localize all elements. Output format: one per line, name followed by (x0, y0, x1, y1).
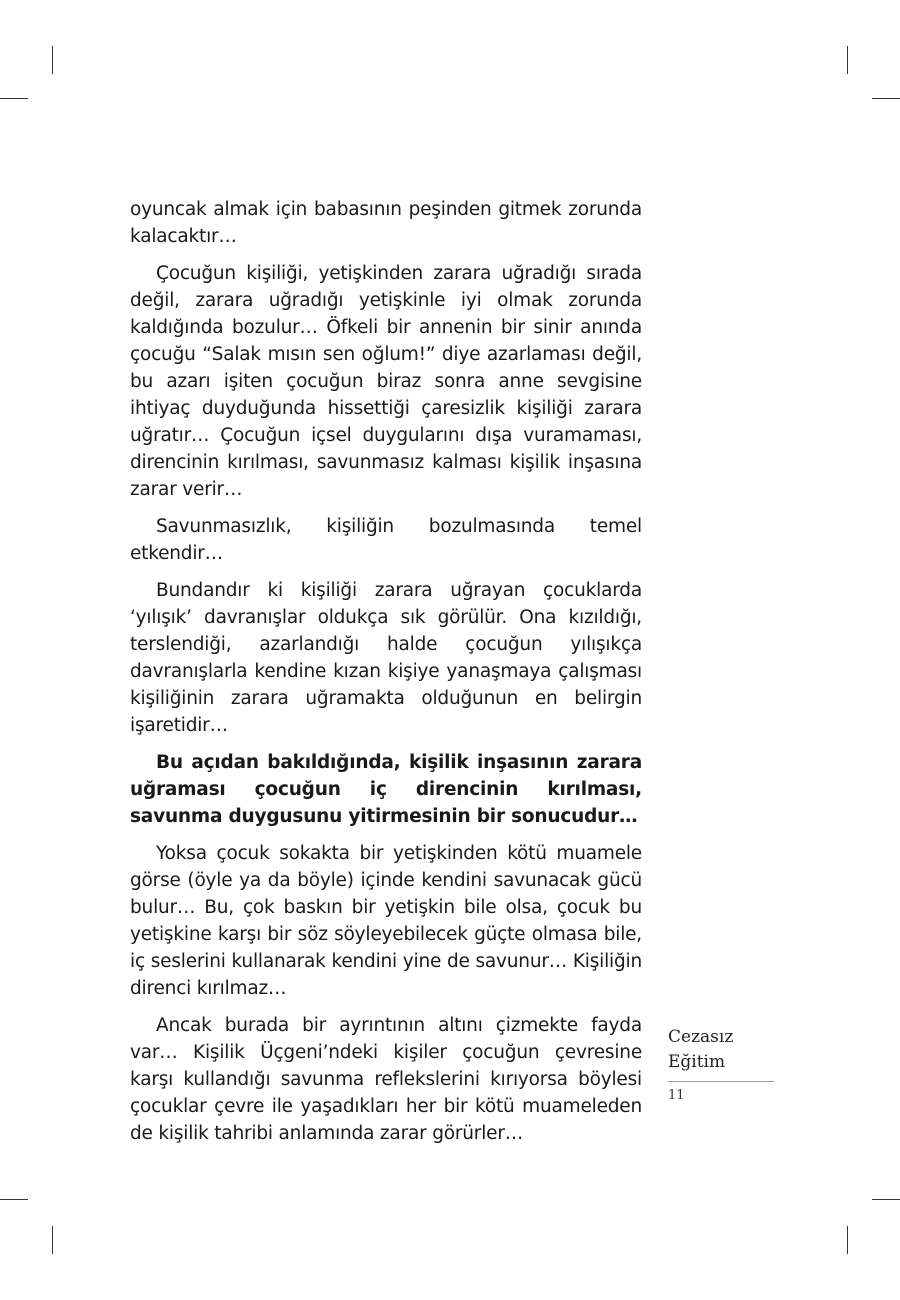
paragraph-4: Bundandır ki kişiliği zarara uğrayan çocuklarda ‘yılışık’ davranışlar oldukça sık görülür. Ona kızıldığı, terslendiği, azarlandığı halde çocuğun yılışıkça davranışlarla kendine kızan kişiye yanaşmaya çalışması kişiliğinin zarara uğramakta olduğunun en belirgin işaretidir… (130, 580, 642, 736)
paragraph-2: Çocuğun kişiliği, yetişkinden zarara uğradığı sırada değil, zarara uğradığı yetişkinle iyi olmak zorunda kaldığında bozulur… Öfkeli bir annenin bir sinir anında çocuğu “Salak mısın sen oğlum!” diye azarlaması değil, bu azarı işiten çocuğun biraz sonra anne sevgisine ihtiyaç duyduğunda hissettiği çaresizlik kişiliği zarara uğratır… Çocuğun içsel duygularını dışa vuramaması, direncinin kırılması, savunmasız kalması kişilik inşasına zarar verir… (130, 263, 642, 500)
paragraph-6: Yoksa çocuk sokakta bir yetişkinden kötü muamele görse (öyle ya da böyle) içinde kendini savunacak gücü bulur… Bu, çok baskın bir yetişkin bile olsa, çocuk bu yetişkine karşı bir söz söyleyebilecek güçte olmasa bile, iç seslerini kullanarak kendini yine de savunur… Kişiliğin direnci kırılmaz… (130, 843, 642, 999)
crop-mark-top-left-horizontal (0, 98, 28, 99)
page-number: 11 (668, 1088, 685, 1103)
crop-mark-top-right-horizontal (872, 98, 900, 99)
paragraph-5-bold: Bu açıdan bakıldığında, kişilik inşasının zarara uğraması çocuğun iç direncinin kırılması, savunma duygusunu yitirmesinin bir sonucudur… (130, 752, 642, 827)
crop-mark-bottom-left-horizontal (0, 1199, 28, 1200)
crop-mark-top-right (847, 46, 848, 74)
crop-mark-bottom-right (847, 1226, 848, 1254)
running-footer (668, 1025, 774, 1103)
crop-mark-bottom-left (52, 1226, 53, 1254)
body-text (130, 196, 642, 1157)
paragraph-1: oyuncak almak için babasının peşinden gitmek zorunda kalacaktır… (130, 199, 642, 247)
paragraph-3: Savunmasızlık, kişiliğin bozulmasında temel etkendir… (130, 516, 642, 564)
book-title-line-1: Cezasız (668, 1027, 734, 1047)
crop-mark-top-left (52, 46, 53, 74)
crop-mark-bottom-right-horizontal (872, 1199, 900, 1200)
paragraph-7: Ancak burada bir ayrıntının altını çizmekte fayda var… Kişilik Üçgeni’ndeki kişiler çocuğun çevresine karşı kullandığı savunma reflekslerini kırıyorsa böylesi çocuklar çevre ile yaşadıkları her bir kötü muameleden de kişilik tahribi anlamında zarar görürler… (130, 1015, 642, 1144)
book-title-line-2: Eğitim (668, 1052, 726, 1072)
footer-divider (668, 1081, 774, 1082)
